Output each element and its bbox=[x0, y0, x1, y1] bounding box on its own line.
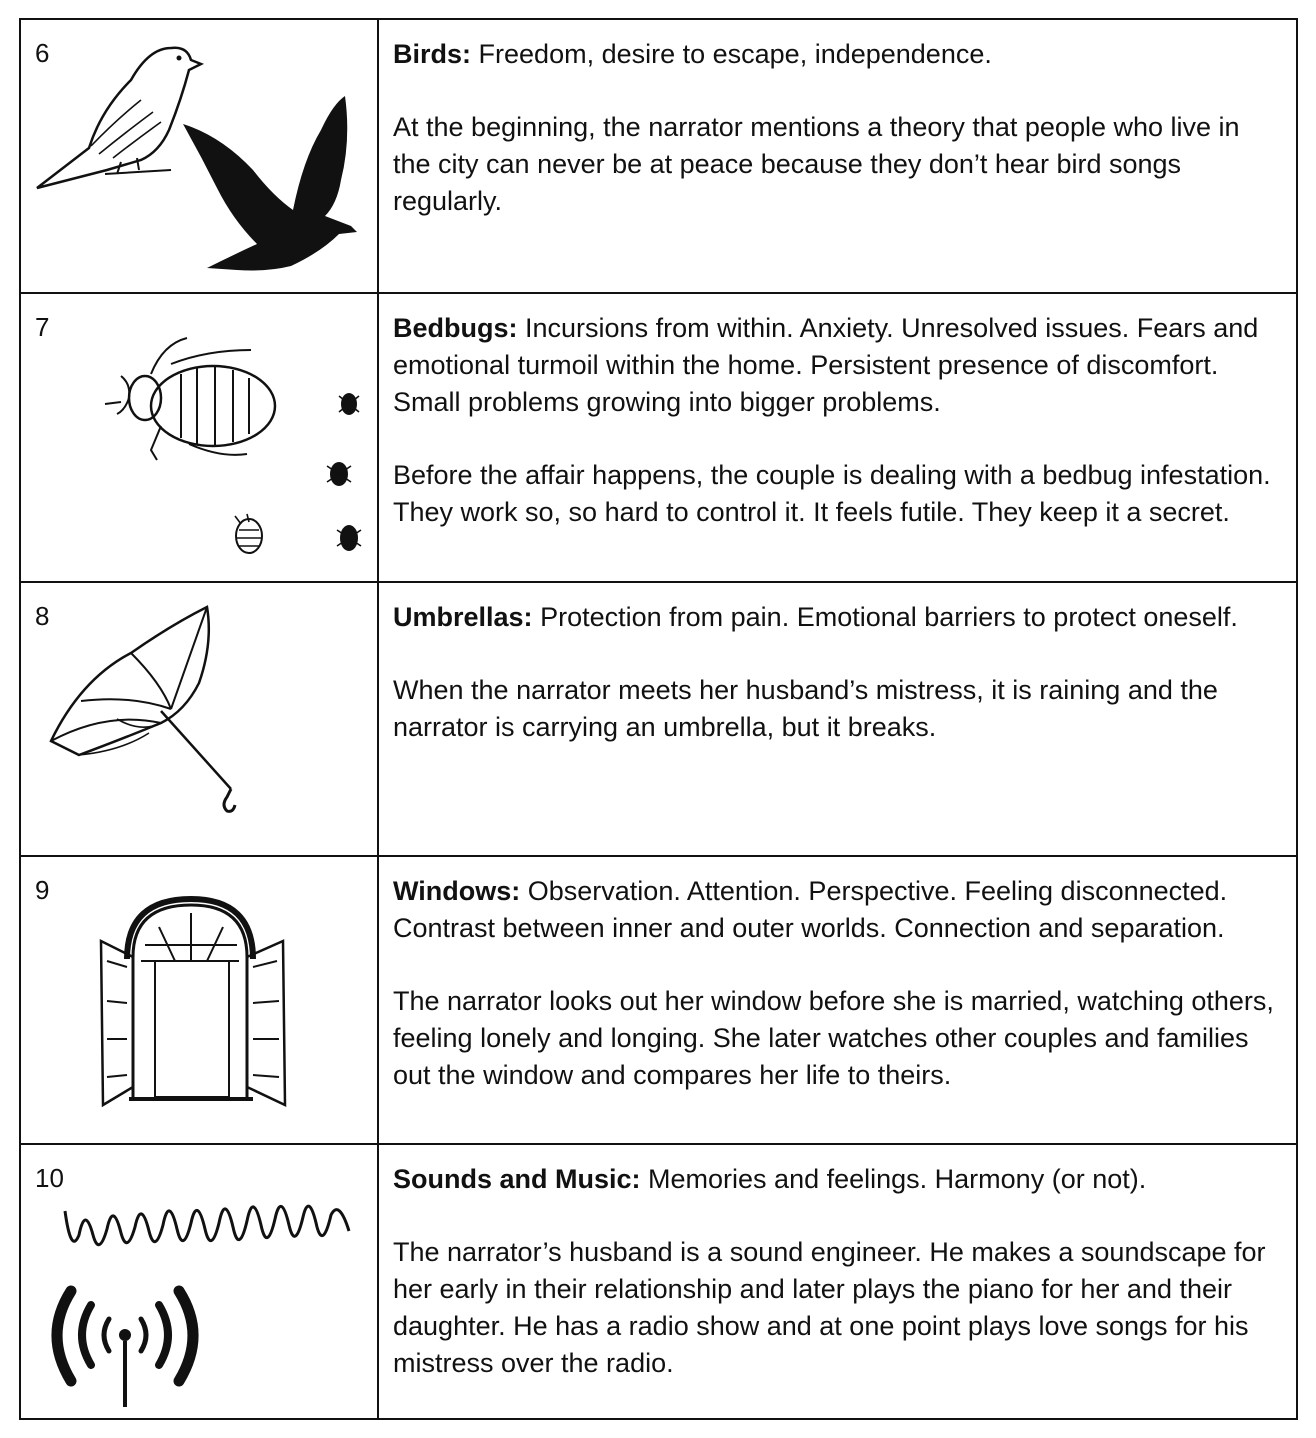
row-number: 8 bbox=[35, 601, 50, 631]
row-number: 6 bbox=[35, 38, 50, 68]
symbol-detail: Before the affair happens, the couple is dealing with a bedbug infestation. They work so, so hard to control it. It feels futile. They keep it a secret. bbox=[393, 460, 1271, 527]
description-cell bbox=[378, 19, 1297, 293]
symbol-summary: Windows: Observation. Attention. Perspective. Feeling disconnected. Contrast between inner and outer worlds. Connection and separation. bbox=[393, 876, 1228, 943]
table-row bbox=[20, 1144, 1297, 1419]
symbols-table bbox=[19, 18, 1298, 1420]
symbol-title: Sounds and Music: bbox=[393, 1164, 641, 1194]
umbrella-icon bbox=[21, 583, 377, 857]
symbol-title: Bedbugs: bbox=[393, 313, 518, 343]
description-cell bbox=[378, 1144, 1297, 1419]
image-cell bbox=[20, 1144, 378, 1419]
description-cell bbox=[378, 582, 1297, 856]
row-number: 7 bbox=[35, 312, 50, 342]
image-cell bbox=[20, 582, 378, 856]
image-cell bbox=[20, 293, 378, 582]
image-cell bbox=[20, 856, 378, 1144]
sound-wave-and-radio-icon bbox=[21, 1145, 377, 1420]
description-cell bbox=[378, 856, 1297, 1144]
table-row bbox=[20, 856, 1297, 1144]
symbol-detail: When the narrator meets her husband’s mistress, it is raining and the narrator is carrying an umbrella, but it breaks. bbox=[393, 675, 1218, 742]
birds-icon bbox=[21, 20, 377, 294]
symbol-detail: At the beginning, the narrator mentions a theory that people who live in the city can never be at peace because they don’t hear bird songs regularly. bbox=[393, 112, 1240, 216]
symbol-title: Umbrellas: bbox=[393, 602, 533, 632]
symbol-title: Windows: bbox=[393, 876, 521, 906]
row-number: 9 bbox=[35, 875, 50, 905]
symbol-summary: Umbrellas: Protection from pain. Emotional barriers to protect oneself. bbox=[393, 602, 1238, 632]
image-cell bbox=[20, 19, 378, 293]
description-cell bbox=[378, 293, 1297, 582]
table-row bbox=[20, 19, 1297, 293]
symbol-summary: Sounds and Music: Memories and feelings. Harmony (or not). bbox=[393, 1164, 1147, 1194]
row-number: 10 bbox=[35, 1163, 64, 1193]
symbol-summary: Birds: Freedom, desire to escape, independence. bbox=[393, 39, 992, 69]
symbol-summary: Bedbugs: Incursions from within. Anxiety. Unresolved issues. Fears and emotional turmoil within the home. Persistent presence of discomfort. Small problems growing into bigger problems. bbox=[393, 313, 1259, 417]
symbol-detail: The narrator looks out her window before she is married, watching others, feeling lonely and longing. She later watches other couples and families out the window and compares her life to theirs. bbox=[393, 986, 1274, 1090]
symbol-detail: The narrator’s husband is a sound engineer. He makes a soundscape for her early in their relationship and later plays the piano for her and their daughter. He has a radio show and at one point plays love songs for his mistress over the radio. bbox=[393, 1237, 1266, 1378]
table-row bbox=[20, 293, 1297, 582]
table-row bbox=[20, 582, 1297, 856]
window-icon bbox=[21, 857, 377, 1145]
symbol-title: Birds: bbox=[393, 39, 472, 69]
bedbugs-icon bbox=[21, 294, 377, 583]
